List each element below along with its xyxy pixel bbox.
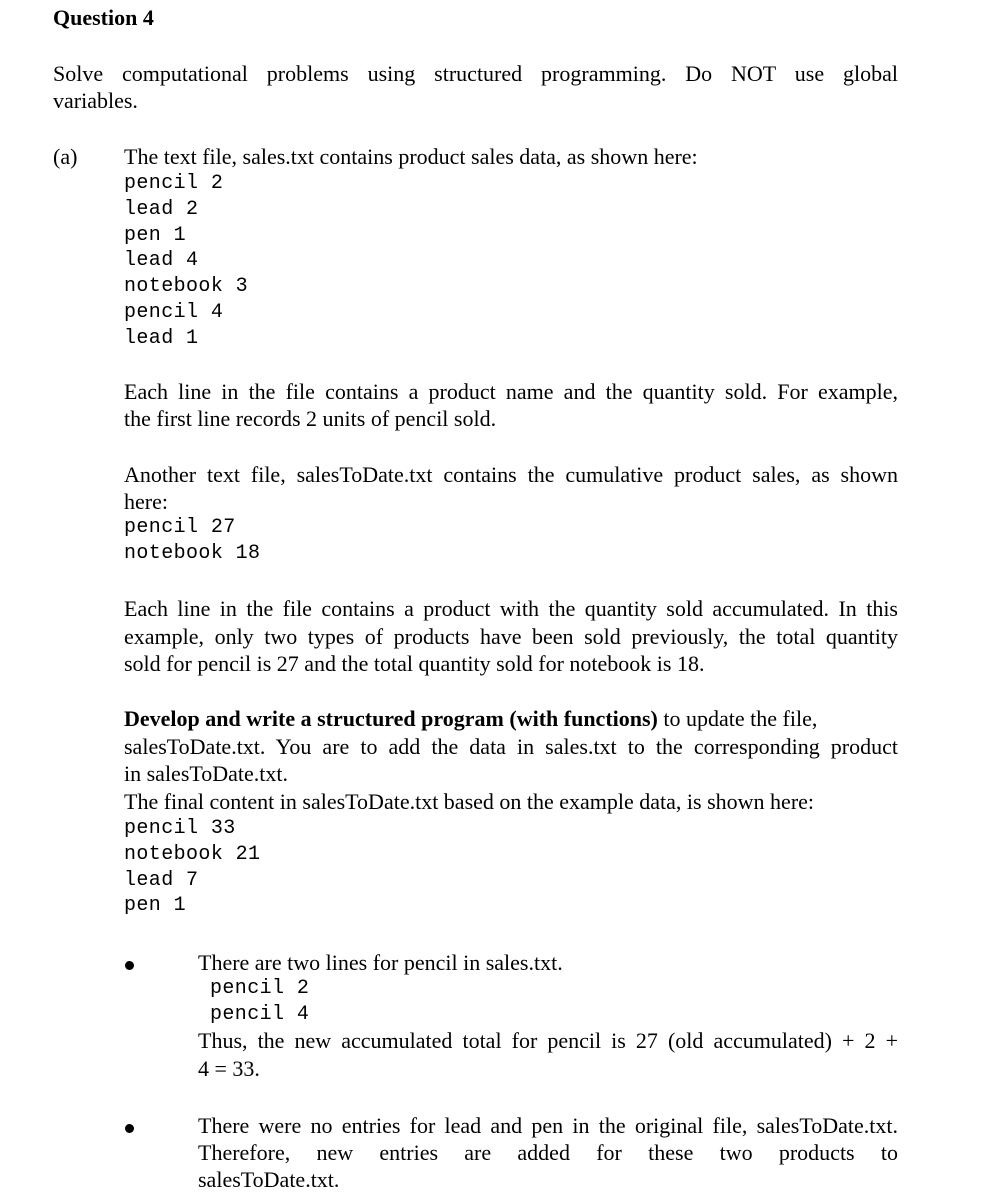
code-line: lead 7 (124, 868, 199, 892)
code-line: notebook 18 (124, 541, 261, 565)
bullet1-line3: 4 = 33. (198, 1056, 260, 1081)
code-line: pen 1 (124, 894, 187, 918)
bullet1-line2: Thus, the new accumulated total for pencil is 27 (old accumulated) + 2 + (198, 1028, 898, 1053)
intro-line-1: Solve computational problems using structured programming. Do NOT use global (53, 61, 898, 86)
task-line-2: salesToDate.txt. You are to add the data in sales.txt to the corresponding product (124, 734, 898, 759)
task-line-1 (124, 705, 898, 733)
sales-intro: The text file, sales.txt contains product sales data, as shown here: (124, 144, 698, 169)
final-file-block (124, 816, 260, 919)
bullet-icon (125, 961, 134, 970)
explain-std-3: sold for pencil is 27 and the total quantity sold for notebook is 18. (124, 651, 705, 676)
code-line: notebook 3 (124, 275, 249, 299)
code-line: lead 4 (124, 249, 199, 273)
explain-sales-2: the first line records 2 units of pencil sold. (124, 406, 497, 431)
explain-std-1: Each line in the file contains a product with the quantity sold accumulated. In this (124, 596, 898, 621)
std-intro-1: Another text file, salesToDate.txt contains the cumulative product sales, as shown (124, 462, 898, 487)
bullet2-line2: Therefore, new entries are added for these two products to (198, 1140, 898, 1165)
code-line: pencil 4 (210, 1002, 310, 1026)
code-line: pencil 33 (124, 817, 236, 840)
explain-std-2: example, only two types of products have been sold previously, the total quantity (124, 624, 898, 649)
bullet-icon (125, 1124, 134, 1133)
question-heading: Question 4 (53, 5, 154, 30)
bullet2-line1: There were no entries for lead and pen in the original file, salesToDate.txt. (198, 1113, 898, 1138)
sales-file-block (124, 171, 248, 352)
bullet2-line3: salesToDate.txt. (198, 1167, 340, 1192)
explain-sales-1: Each line in the file contains a product name and the quantity sold. For example, (124, 379, 898, 404)
code-line: pencil 4 (124, 300, 224, 324)
bullet1-code-block (210, 976, 309, 1028)
code-line: pencil 2 (124, 172, 224, 195)
task-rest: to update the file, (657, 706, 818, 731)
std-intro-2: here: (124, 489, 168, 514)
task-line-3: in salesToDate.txt. (124, 761, 289, 786)
code-line: pencil 27 (124, 516, 236, 539)
code-line: pencil 2 (210, 977, 310, 1000)
code-line: notebook 21 (124, 842, 261, 866)
final-intro: The final content in salesToDate.txt based on the example data, is shown here: (124, 789, 815, 814)
part-a-label: (a) (53, 144, 78, 169)
std-file-block (124, 515, 260, 567)
code-line: lead 2 (124, 197, 199, 221)
intro-line-2: variables. (53, 88, 138, 113)
task-bold: Develop and write a structured program (with functions) (124, 706, 658, 731)
bullet1-line1: There are two lines for pencil in sales.txt. (198, 950, 563, 975)
code-line: lead 1 (124, 326, 199, 350)
code-line: pen 1 (124, 223, 187, 247)
